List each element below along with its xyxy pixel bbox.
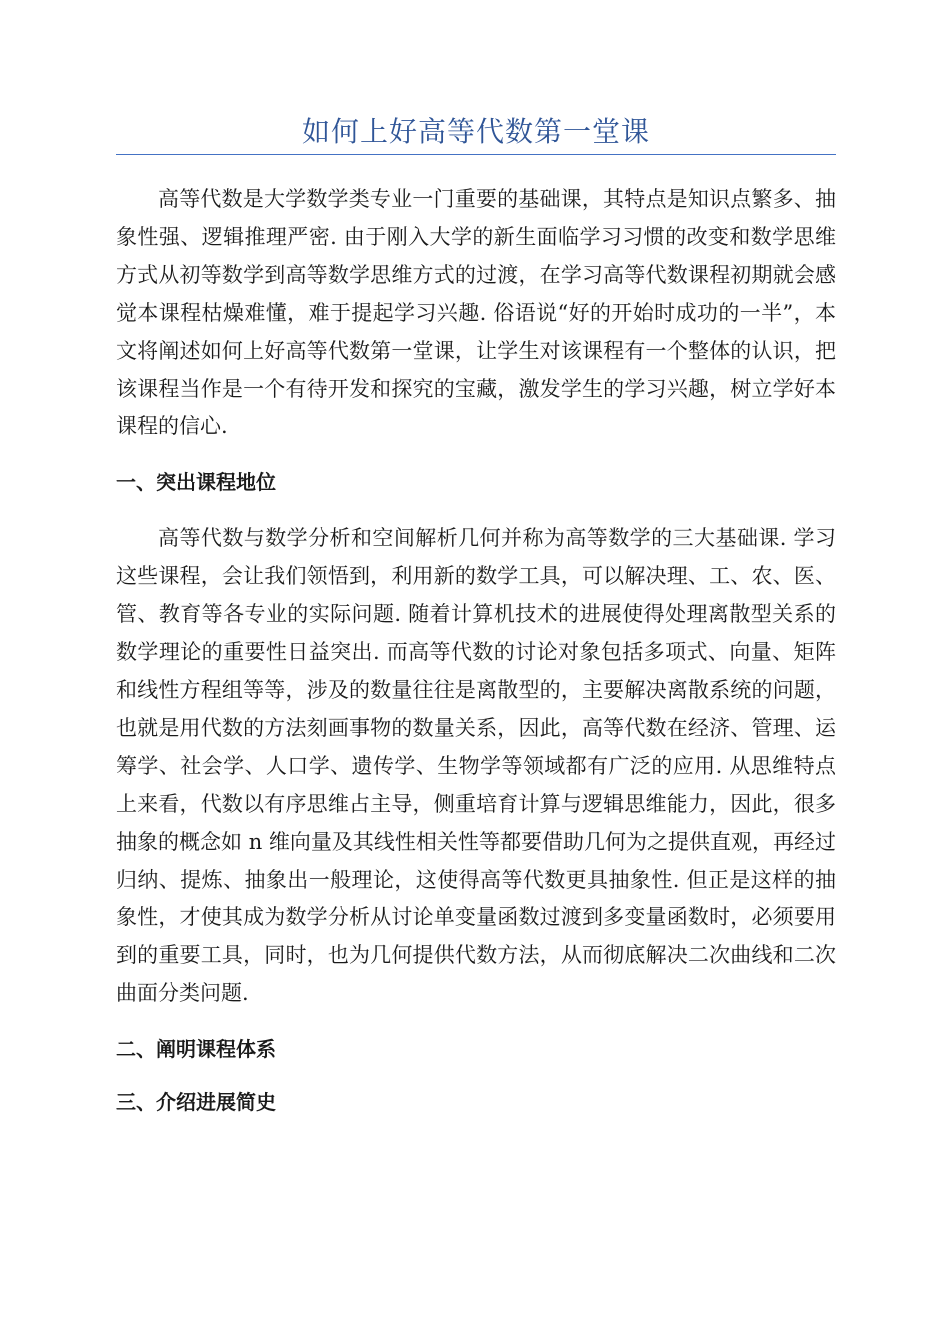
document-page bbox=[116, 112, 836, 1117]
section-heading-2: 二、阐明课程体系 bbox=[116, 1037, 276, 1062]
section-1-paragraph: 高等代数与数学分析和空间解析几何并称为高等数学的三大基础课. 学习这些课程，会让我们领悟到，利用新的数学工具，可以解决理、工、农、医、管、教育等各专业的实际问题. 随着计算机技术的进展使得处理离散型关系的数学理论的重要性日益突出. 而高等代数的讨论对象包括多项式、向量、矩阵和线性方程组等等，涉及的数量往往是离散型的，主要解决离散系统的问题，也就是用代数的方法刻画事物的数量关系，因此，高等代数在经济、管理、运筹学、社会学、人口学、遗传学、生物学等领域都有广泛的应用. 从思维特点上来看，代数以有序思维占主导，侧重培育计算与逻辑思维能力，因此，很多抽象的概念如 n 维向量及其线性相关性等都要借助几何为之提供直观，再经过归纳、提炼、抽象出一般理论，这使得高等代数更具抽象性. 但正是这样的抽象性，才使其成为数学分析从讨论单变量函数过渡到多变量函数时，必须要用到的重要工具，同时，也为几何提供代数方法，从而彻底解决二次曲线和二次曲面分类问题. bbox=[116, 526, 836, 1006]
section-heading-1: 一、突出课程地位 bbox=[116, 470, 276, 495]
intro-paragraph: 高等代数是大学数学类专业一门重要的基础课，其特点是知识点繁多、抽象性强、逻辑推理严密. 由于刚入大学的新生面临学习习惯的改变和数学思维方式从初等数学到高等数学思维方式的过渡，在学习高等代数课程初期就会感觉本课程枯燥难懂，难于提起学习兴趣. 俗语说“好的开始时成功的一半”，本文将阐述如何上好高等代数第一堂课，让学生对该课程有一个整体的认识，把该课程当作是一个有待开发和探究的宝藏，激发学生的学习兴趣，树立学好本课程的信心. bbox=[116, 187, 836, 439]
section-heading-3: 三、介绍进展简史 bbox=[116, 1090, 276, 1115]
document-title: 如何上好高等代数第一堂课 bbox=[116, 112, 836, 155]
